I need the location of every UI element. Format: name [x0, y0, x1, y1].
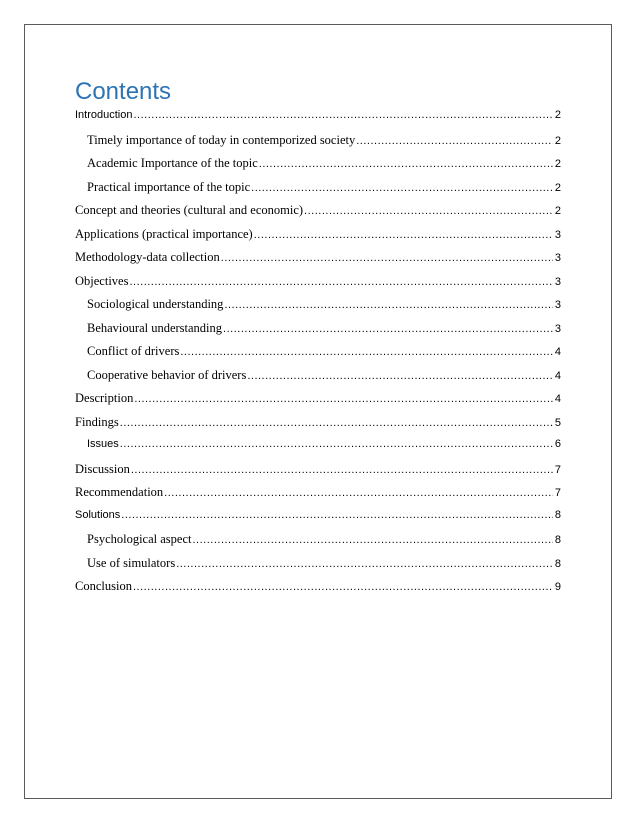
- toc-dot-leader: [254, 229, 553, 241]
- toc-entry[interactable]: [75, 274, 561, 298]
- toc-page-number: 8: [554, 508, 561, 521]
- toc-dot-leader: [129, 276, 552, 288]
- toc-entry-label: Cooperative behavior of drivers: [87, 367, 247, 382]
- toc-dot-leader: [121, 509, 553, 521]
- toc-entry-label: Objectives: [75, 273, 129, 288]
- toc-entry-label: Behavioural understanding: [87, 320, 223, 335]
- toc-dot-leader: [221, 252, 553, 264]
- toc-dot-leader: [120, 438, 553, 450]
- toc-dot-leader: [120, 417, 553, 429]
- toc-page-number: 3: [554, 252, 561, 264]
- toc-entry-label: Applications (practical importance): [75, 226, 253, 241]
- toc-entry-label: Conclusion: [75, 579, 132, 593]
- toc-page-number: 2: [554, 109, 561, 121]
- toc-entry-label: Concept and theories (cultural and economic): [75, 203, 304, 217]
- toc-entry[interactable]: [75, 462, 561, 486]
- toc-page-number: 3: [554, 299, 561, 311]
- toc-entry-label: Issues: [87, 438, 119, 450]
- toc-dot-leader: [304, 205, 553, 217]
- toc-page-number: 4: [554, 346, 561, 358]
- toc-entry-label: Timely importance of today in contemporized society: [87, 132, 356, 147]
- toc-dot-leader: [176, 558, 553, 570]
- toc-entry-label: Description: [75, 391, 134, 405]
- toc-entry-label: Introduction: [75, 109, 133, 121]
- toc-entry-label: Findings: [75, 414, 119, 429]
- toc-entry[interactable]: [75, 109, 561, 133]
- toc-page-number: 7: [554, 463, 561, 476]
- toc-entry[interactable]: [75, 133, 561, 157]
- toc-entry[interactable]: [75, 391, 561, 415]
- toc-dot-leader: [180, 346, 553, 358]
- toc-page-number: 3: [554, 322, 561, 335]
- toc-entry[interactable]: [75, 579, 561, 603]
- toc-page-number: 9: [554, 581, 561, 593]
- toc-entry[interactable]: [75, 415, 561, 439]
- toc-entry[interactable]: [75, 485, 561, 509]
- toc-entry[interactable]: [75, 368, 561, 392]
- toc-dot-leader: [259, 158, 553, 170]
- toc-entry[interactable]: [75, 509, 561, 533]
- toc-page-number: 8: [554, 534, 561, 546]
- toc-entry-label: Methodology-data collection: [75, 250, 220, 264]
- toc-page-number: 5: [554, 416, 561, 429]
- toc-dot-leader: [134, 393, 553, 405]
- toc-dot-leader: [193, 534, 553, 546]
- toc-entry[interactable]: [75, 532, 561, 556]
- toc-entry[interactable]: [75, 250, 561, 274]
- toc-title: Contents: [75, 78, 172, 105]
- toc-page-number: 8: [554, 557, 561, 570]
- toc-list: [75, 109, 561, 603]
- toc-entry[interactable]: [75, 556, 561, 580]
- toc-dot-leader: [131, 464, 553, 476]
- toc-entry-label: Psychological aspect: [87, 532, 192, 546]
- toc-entry-label: Solutions: [75, 508, 121, 521]
- toc-dot-leader: [356, 135, 553, 147]
- toc-page-number: 4: [554, 369, 561, 382]
- toc-page-number: 2: [554, 181, 561, 194]
- toc-entry-label: Practical importance of the topic: [87, 179, 251, 194]
- toc-page-number: 3: [554, 275, 561, 288]
- toc-entry-label: Conflict of drivers: [87, 344, 180, 358]
- toc-entry[interactable]: [75, 438, 561, 462]
- toc-entry[interactable]: [75, 344, 561, 368]
- toc-dot-leader: [251, 182, 553, 194]
- toc-entry[interactable]: [75, 227, 561, 251]
- toc-entry[interactable]: [75, 297, 561, 321]
- toc-page-number: 2: [554, 134, 561, 147]
- toc-entry[interactable]: [75, 203, 561, 227]
- toc-entry[interactable]: [75, 321, 561, 345]
- toc-entry-label: Academic Importance of the topic: [87, 156, 258, 170]
- toc-dot-leader: [133, 109, 552, 121]
- toc-dot-leader: [224, 299, 552, 311]
- toc-entry-label: Use of simulators: [87, 555, 176, 570]
- toc-entry-label: Recommendation: [75, 485, 164, 499]
- toc-dot-leader: [247, 370, 553, 382]
- toc-dot-leader: [223, 323, 553, 335]
- toc-entry[interactable]: [75, 180, 561, 204]
- toc-page-number: 3: [554, 228, 561, 241]
- toc-page-number: 2: [554, 205, 561, 217]
- toc-entry-label: Discussion: [75, 461, 130, 476]
- toc-entry-label: Sociological understanding: [87, 297, 224, 311]
- toc-dot-leader: [133, 581, 553, 593]
- toc-entry[interactable]: [75, 156, 561, 180]
- toc-page-number: 6: [554, 438, 561, 450]
- toc-page-number: 2: [554, 158, 561, 170]
- toc-page-number: 4: [554, 393, 561, 405]
- toc-dot-leader: [164, 487, 553, 499]
- toc-page-number: 7: [554, 487, 561, 499]
